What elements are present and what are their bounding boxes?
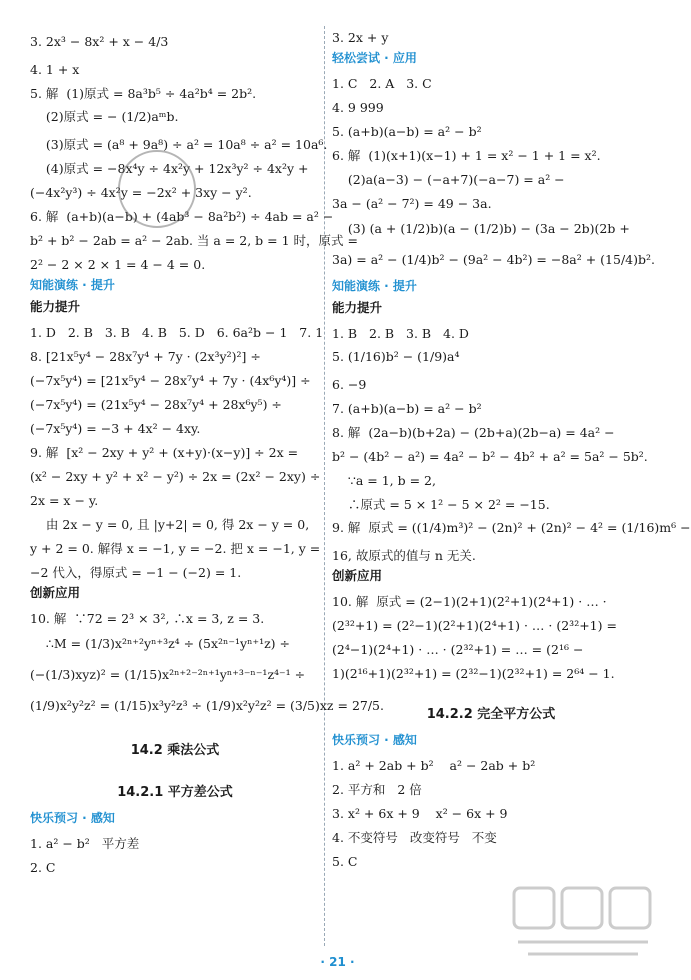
answer-line: 5. (1/16)b² − (1/9)a⁴ <box>332 349 460 364</box>
sub-heading: 创新应用 <box>30 585 81 600</box>
answer-line: (2³²+1) = (2²−1)(2²+1)(2⁴+1) · … · (2³²+1) = <box>332 618 617 633</box>
answer-line: 1. B 2. B 3. B 4. D <box>332 326 469 341</box>
answer-line: (4)原式 = −8x⁴y ÷ 4x²y + 12x³y² ÷ 4x²y + <box>30 161 309 176</box>
answer-line: 9. 解 [x² − 2xy + y² + (x+y)·(x−y)] ÷ 2x = <box>30 445 299 460</box>
answer-line: (−7x⁵y⁴) = −3 + 4x² − 4xy. <box>30 421 201 436</box>
answer-line: ∵a = 1, b = 2, <box>332 473 436 488</box>
answer-line: 2² − 2 × 2 × 1 = 4 − 4 = 0. <box>30 257 206 272</box>
answer-line: b² + b² − 2ab = a² − 2ab. 当 a = 2, b = 1 时，原式 = <box>30 233 358 248</box>
answer-line: 1. a² − b² 平方差 <box>30 836 140 851</box>
answer-line: 8. 解 (2a−b)(b+2a) − (2b+a)(2b−a) = 4a² − <box>332 425 615 440</box>
answer-line: −2 代入，得原式 = −1 − (−2) = 1. <box>30 565 242 580</box>
section-heading: 快乐预习 · 感知 <box>30 811 115 825</box>
answer-line: 7. (a+b)(a−b) = a² − b² <box>332 401 482 416</box>
answer-line: 5. C <box>332 854 358 869</box>
answer-line: b² − (4b² − a²) = 4a² − b² − 4b² + a² = 5a² − 5b². <box>332 449 648 464</box>
answer-line: 1. D 2. B 3. B 4. B 5. D 6. 6a²b − 1 7. 1 <box>30 325 324 340</box>
sub-heading: 能力提升 <box>332 300 383 315</box>
answer-line: 由 2x − y = 0, 且 |y+2| = 0, 得 2x − y = 0, <box>30 517 310 532</box>
watermark-stamp-icon <box>118 150 196 228</box>
answer-line: 6. −9 <box>332 377 367 392</box>
chapter-subtitle: 14.2.1 平方差公式 <box>117 785 233 800</box>
answer-line: ∴原式 = 5 × 1² − 5 × 2² = −15. <box>332 497 550 512</box>
answer-line: (2⁴−1)(2⁴+1) · … · (2³²+1) = … = (2¹⁶ − <box>332 642 584 657</box>
answer-line: 1)(2¹⁶+1)(2³²+1) = (2³²−1)(2³²+1) = 2⁶⁴ − 1. <box>332 666 615 681</box>
answer-line: (2)a(a−3) − (−a+7)(−a−7) = a² − <box>332 172 565 187</box>
sub-heading: 能力提升 <box>30 299 81 314</box>
answer-line: 4. 不变符号 改变符号 不变 <box>332 830 497 845</box>
answer-line: 2x = x − y. <box>30 493 99 508</box>
answer-line: 8. [21x⁵y⁴ − 28x⁷y⁴ + 7y · (2x³y²)²] ÷ <box>30 349 261 364</box>
answer-line: 4. 9 999 <box>332 100 384 115</box>
sub-heading: 创新应用 <box>332 568 383 583</box>
answer-line: 10. 解 ∵72 = 2³ × 3², ∴x = 3, z = 3. <box>30 611 265 626</box>
section-heading: 轻松尝试 · 应用 <box>332 51 417 65</box>
section-heading: 快乐预习 · 感知 <box>332 733 417 747</box>
chapter-title: 14.2 乘法公式 <box>130 743 220 758</box>
answer-line: 2. 平方和 2 倍 <box>332 782 422 797</box>
column-divider <box>324 26 325 946</box>
chapter-subtitle: 14.2.2 完全平方公式 <box>426 707 556 722</box>
answer-line: (x² − 2xy + y² + x² − y²) ÷ 2x = (2x² − 2xy) ÷ <box>30 469 321 484</box>
answer-line: 6. 解 (a+b)(a−b) + (4ab³ − 8a²b²) ÷ 4ab = a² − <box>30 209 334 224</box>
answer-line: (−(1/3)xyz)² = (1/15)x²ⁿ⁺²⁻²ⁿ⁺¹yⁿ⁺³⁻ⁿ⁻¹z⁴⁻¹ ÷ <box>30 667 306 682</box>
answer-line: 1. C 2. A 3. C <box>332 76 432 91</box>
right-column <box>332 28 691 871</box>
answer-line: 2. C <box>30 860 56 875</box>
section-heading: 知能演练 · 提升 <box>332 279 417 293</box>
answer-line: (2)原式 = − (1/2)aᵐb. <box>30 109 179 124</box>
answer-line: 3a) = a² − (1/4)b² − (9a² − 4b²) = −8a² + (15/4)b². <box>332 252 655 267</box>
answer-line: 3. 2x³ − 8x² + x − 4/3 <box>30 34 169 49</box>
section-heading: 知能演练 · 提升 <box>30 278 115 292</box>
answer-line: (−7x⁵y⁴) = (21x⁵y⁴ − 28x⁷y⁴ + 28x⁶y⁵) ÷ <box>30 397 282 412</box>
answer-line: 3a − (a² − 7²) = 49 − 3a. <box>332 196 492 211</box>
answer-line: (−4x²y³) ÷ 4x²y = −2x² + 3xy − y². <box>30 185 252 200</box>
answer-line: 5. (a+b)(a−b) = a² − b² <box>332 124 482 139</box>
answer-line: (−7x⁵y⁴) = [21x⁵y⁴ − 28x⁷y⁴ + 7y · (4x⁶y⁴)] ÷ <box>30 373 311 388</box>
answer-line: y + 2 = 0. 解得 x = −1, y = −2. 把 x = −1, y = <box>30 541 321 556</box>
answer-line: 9. 解 原式 = ((1/4)m³)² − (2n)² + (2n)² − 4² = (1/16)m⁶ − <box>332 520 691 535</box>
answer-line: (3) (a + (1/2)b)(a − (1/2)b) − (3a − 2b)(2b + <box>332 221 630 236</box>
answer-line: 5. 解 (1)原式 = 8a³b⁵ ÷ 4a²b⁴ = 2b². <box>30 86 257 101</box>
answer-line: 3. x² + 6x + 9 x² − 6x + 9 <box>332 806 508 821</box>
answer-line: 3. 2x + y <box>332 30 389 45</box>
page-number: · 21 · <box>320 955 355 969</box>
answer-line: 6. 解 (1)(x+1)(x−1) + 1 = x² − 1 + 1 = x². <box>332 148 601 163</box>
answer-line: 10. 解 原式 = (2−1)(2+1)(2²+1)(2⁴+1) · … · <box>332 594 607 609</box>
answer-line: (1/9)x²y²z² = (1/15)x³y²z³ ÷ (1/9)x²y²z² = (3/5)xz = 27/5. <box>30 698 384 713</box>
answer-line: 4. 1 + x <box>30 62 80 77</box>
answer-line: 16, 故原式的值与 n 无关. <box>332 548 476 563</box>
answer-line: 1. a² + 2ab + b² a² − 2ab + b² <box>332 758 536 773</box>
answer-line: (3)原式 = (a⁸ + 9a⁸) ÷ a² = 10a⁸ ÷ a² = 10a⁶. <box>30 137 328 152</box>
answer-line: ∴M = (1/3)x²ⁿ⁺²yⁿ⁺³z⁴ ÷ (5x²ⁿ⁻¹yⁿ⁺¹z) ÷ <box>30 636 291 651</box>
